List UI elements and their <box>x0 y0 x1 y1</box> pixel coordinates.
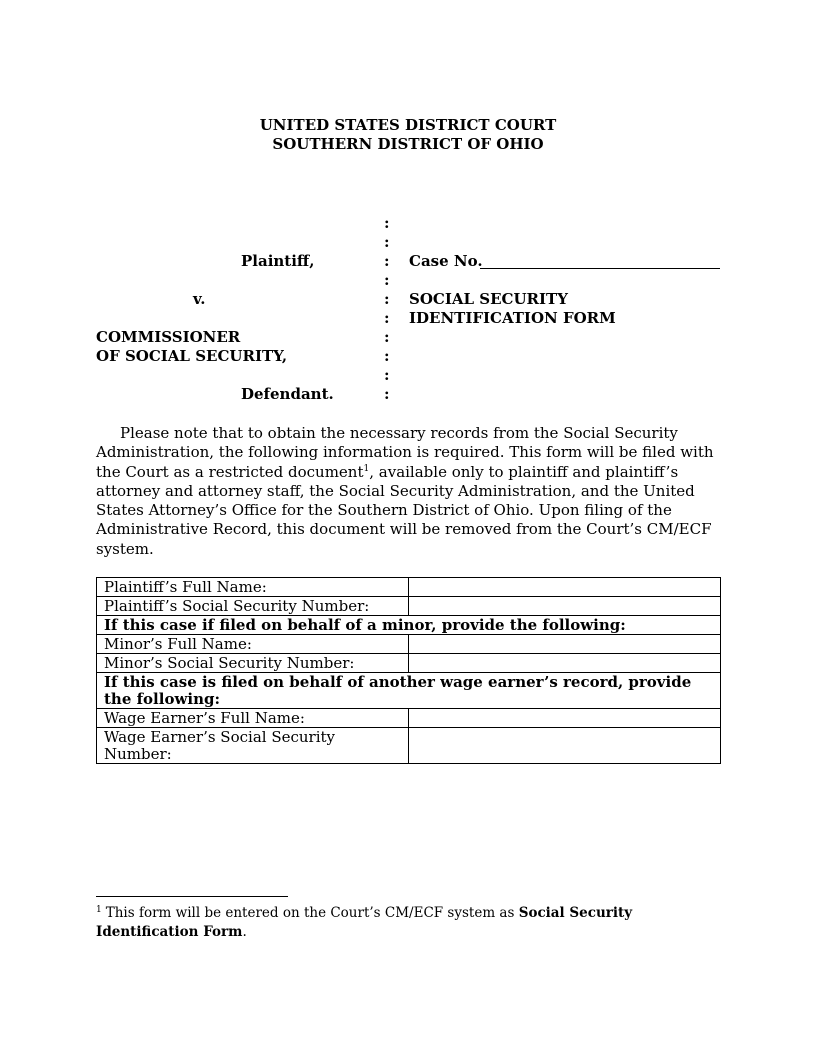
plaintiff-label: Plaintiff, <box>241 252 315 270</box>
form-title-line1: SOCIAL SECURITY <box>409 290 568 308</box>
case-number-label: Case No. <box>409 252 483 270</box>
court-district: SOUTHERN DISTRICT OF OHIO <box>272 135 544 153</box>
footnote-divider <box>96 896 288 897</box>
table-row <box>97 578 721 597</box>
plaintiff-ssn-field[interactable] <box>409 597 721 616</box>
table-row <box>97 635 721 654</box>
notice-text: Please note that to obtain the necessary records from the Social Security Administration, the following information is required. This form will be filed with the Court as a restricted document <box>96 424 714 481</box>
caption-colon: : <box>384 290 390 308</box>
court-name: UNITED STATES DISTRICT COURT <box>259 116 557 134</box>
wage-earner-full-name-label: Wage Earner’s Full Name: <box>97 709 409 728</box>
plaintiff-ssn-label: Plaintiff’s Social Security Number: <box>97 597 409 616</box>
wage-earner-ssn-field[interactable] <box>409 728 721 764</box>
caption-colon: : <box>384 271 390 289</box>
footnote-end: . <box>242 924 247 940</box>
footnote-number: 1 <box>96 904 102 915</box>
defendant-label: Defendant. <box>241 385 334 403</box>
table-row <box>97 616 721 635</box>
footnote-reference: 1 <box>363 463 370 474</box>
caption-colon: : <box>384 252 390 270</box>
table-row <box>97 728 721 764</box>
caption-colon: : <box>384 366 390 384</box>
caption-colon: : <box>384 347 390 365</box>
table-row <box>97 654 721 673</box>
caption-colon: : <box>384 328 390 346</box>
form-title-line2: IDENTIFICATION FORM <box>409 309 616 327</box>
footnote-text: This form will be entered on the Court’s CM/ECF system as <box>105 905 519 921</box>
notice-text-continued: , available only to plaintiff and plaintiff’s attorney and attorney staff, the Social Security Administration, and the United States Attorney’s Office for the Southern District of Ohio. Upon filing of the Administrative Record, this document will be removed from the Court’s CM/ECF system. <box>96 462 712 558</box>
caption-colon: : <box>384 214 390 232</box>
table-row <box>97 709 721 728</box>
caption-colon: : <box>384 385 390 403</box>
caption-colon: : <box>384 309 390 327</box>
minor-section-header: If this case if filed on behalf of a minor, provide the following: <box>97 616 721 635</box>
caption-colon: : <box>384 233 390 251</box>
plaintiff-full-name-label: Plaintiff’s Full Name: <box>97 578 409 597</box>
notice-paragraph <box>96 424 720 559</box>
table-row <box>97 597 721 616</box>
wage-earner-ssn-label: Wage Earner’s Social Security Number: <box>97 728 409 764</box>
wage-earner-full-name-field[interactable] <box>409 709 721 728</box>
case-number-blank-line <box>480 268 720 269</box>
versus-label: v. <box>193 290 206 308</box>
footnote-bold-text: Social Security Identification Form <box>96 905 633 940</box>
plaintiff-full-name-field[interactable] <box>409 578 721 597</box>
minor-full-name-field[interactable] <box>409 635 721 654</box>
defendant-name-line2: OF SOCIAL SECURITY, <box>96 347 288 365</box>
defendant-name-line1: COMMISSIONER <box>96 328 241 346</box>
minor-ssn-label: Minor’s Social Security Number: <box>97 654 409 673</box>
wage-earner-section-header: If this case is filed on behalf of another wage earner’s record, provide the following: <box>97 673 721 709</box>
case-caption <box>0 212 816 412</box>
identification-form-table <box>96 577 721 764</box>
minor-ssn-field[interactable] <box>409 654 721 673</box>
minor-full-name-label: Minor’s Full Name: <box>97 635 409 654</box>
table-row <box>97 673 721 709</box>
footnote <box>96 904 720 942</box>
court-heading <box>0 116 816 154</box>
